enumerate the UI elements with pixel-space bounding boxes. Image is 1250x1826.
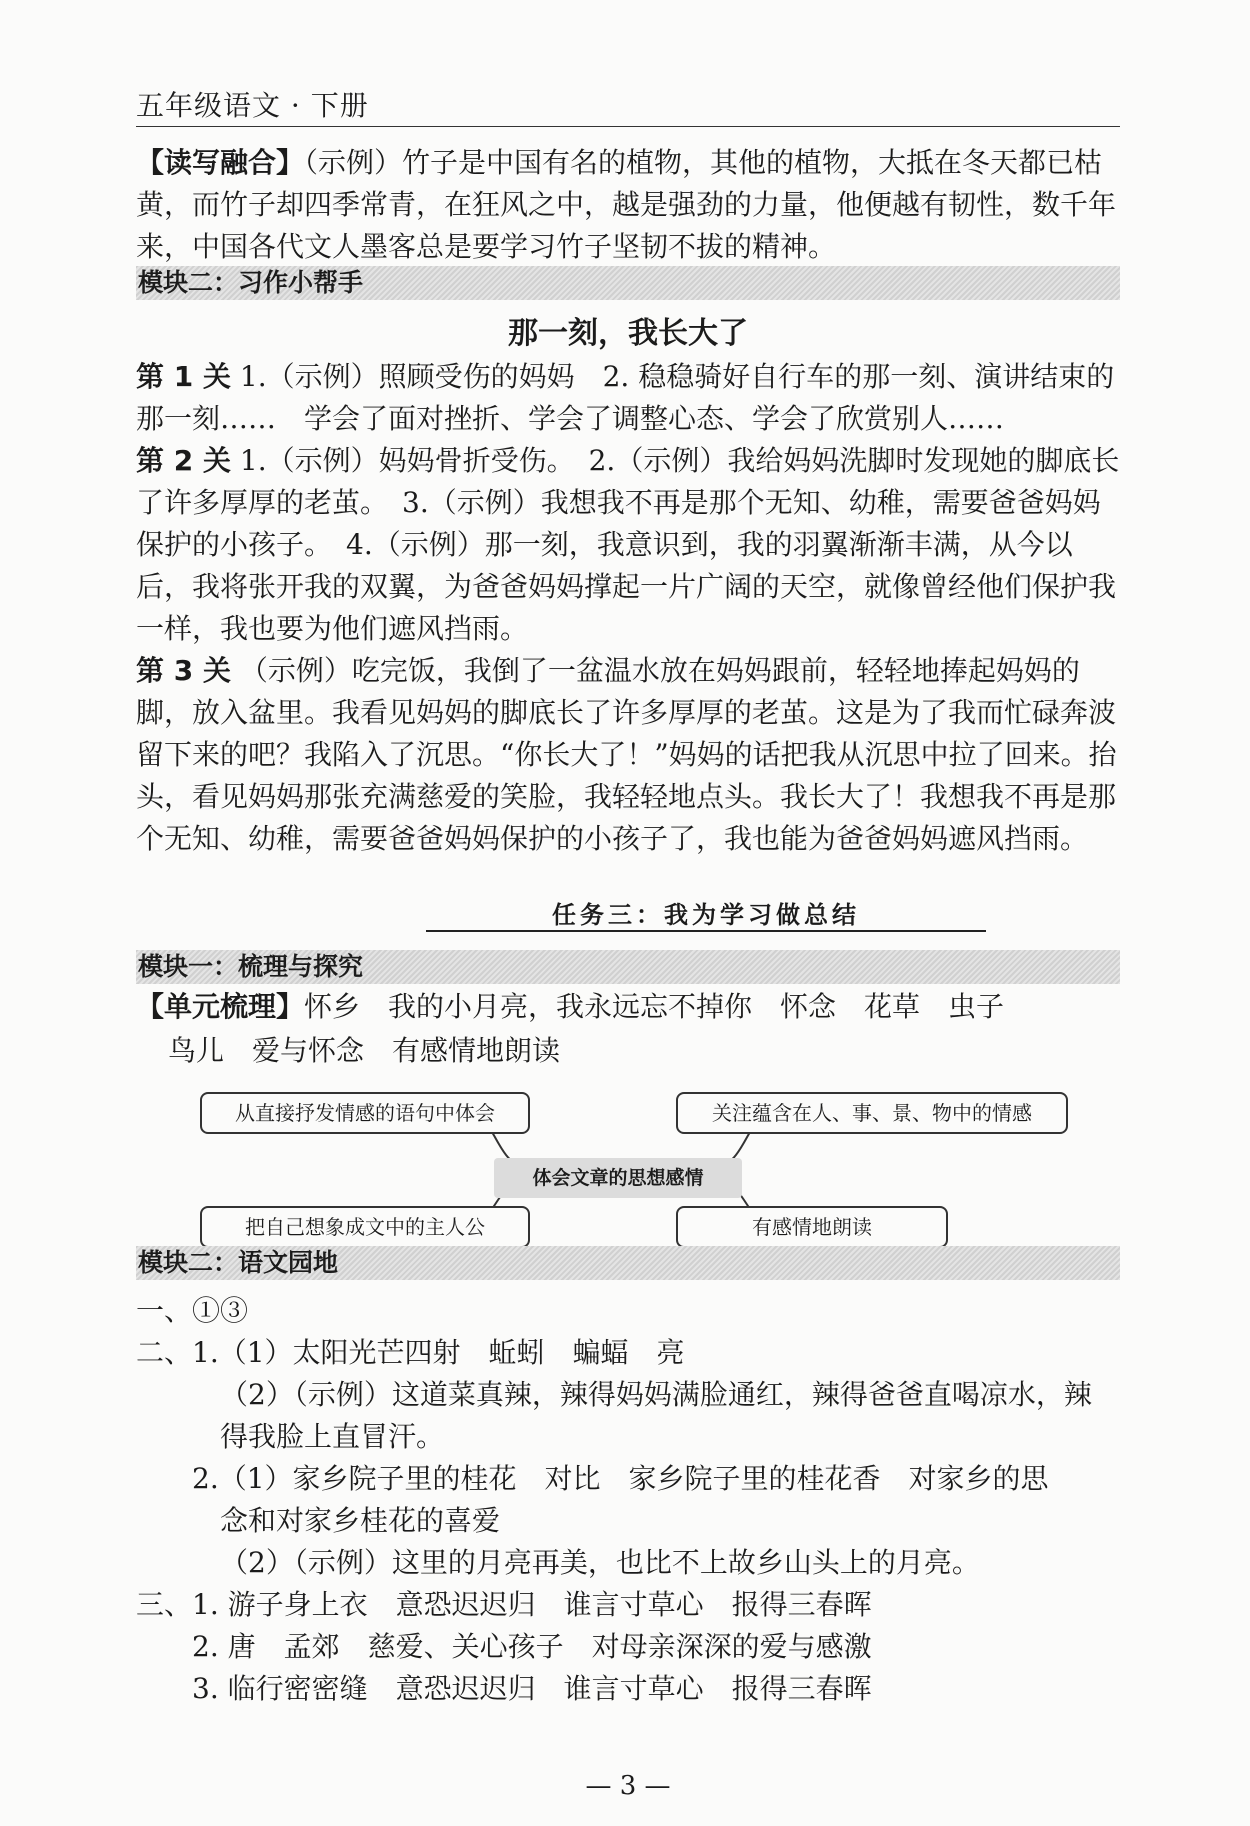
level-2-paragraph [136,440,1120,650]
level-1-label: 第 1 关 [136,360,231,393]
mindmap-node-imagine-protagonist: 把自己想象成文中的主人公 [200,1206,530,1248]
garden-q3-1: 三、1. 游子身上衣 意恐迟迟归 谁言寸草心 报得三春晖 [136,1588,872,1621]
level-1-paragraph [136,356,1120,440]
garden-q3-2: 2. 唐 孟郊 慈爱、关心孩子 对母亲深深的爱与感激 [192,1630,872,1663]
level-1-text: 1.（示例）照顾受伤的妈妈 2. 稳稳骑好自行车的那一刻、演讲结束的那一刻…… 学会了面对挫折、学会了调整心态、学会了欣赏别人…… [136,360,1115,435]
unit-review-items: 怀乡 我的小月亮，我永远忘不掉你 怀念 花草 虫子 [304,990,1005,1023]
level-3-label: 第 3 关 [136,654,231,687]
garden-q3-3: 3. 临行密密缝 意恐迟迟归 谁言寸草心 报得三春晖 [192,1672,872,1705]
running-header: 五年级语文 · 下册 [136,89,369,122]
mindmap-node-direct-emotion: 从直接抒发情感的语句中体会 [200,1092,530,1134]
garden-q1: 一、①③ [136,1294,249,1327]
module-heading-writing-helper: 模块二：习作小帮手 [136,266,1120,300]
unit-review-label: 【单元梳理】 [136,990,305,1023]
unit-review-line-1 [136,986,1120,1028]
page [136,0,1120,1826]
mindmap-node-read-aloud: 有感情地朗读 [676,1206,948,1248]
read-write-text: （示例）竹子是中国有名的植物，其他的植物，大抵在冬天都已枯黄，而竹子却四季常青，在狂风之中，越是强劲的力量，他便越有韧性，数千年来，中国各代文人墨客总是要学习竹子坚韧不拔的精神。 [136,146,1117,263]
read-write-paragraph [136,142,1120,268]
mindmap-node-implicit-emotion: 关注蕴含在人、事、景、物中的情感 [676,1092,1068,1134]
module-heading-review: 模块一：梳理与探究 [136,950,1120,984]
level-2-label: 第 2 关 [136,444,231,477]
header-rule [136,126,1120,127]
unit-review-line-2: 鸟儿 爱与怀念 有感情地朗读 [168,1034,561,1067]
level-3-paragraph [136,650,1120,860]
level-2-text: 1.（示例）妈妈骨折受伤。 2.（示例）我给妈妈洗脚时发现她的脚底长了许多厚厚的老茧。 3.（示例）我想我不再是那个无知、幼稚，需要爸爸妈妈保护的小孩子。 4.（示例）那一刻，我意识到，我的羽翼渐渐丰满，从今以后，我将张开我的双翼，为爸爸妈妈撑起一片广阔的天空，就像曾经他们保护我一样，我也要为他们遮风挡雨。 [136,444,1120,645]
garden-q2-2b: 念和对家乡桂花的喜爱 [220,1504,501,1537]
garden-q2-2c: （2）（示例）这里的月亮再美，也比不上故乡山头上的月亮。 [220,1546,980,1579]
task-3-title: 任务三：我为学习做总结 [426,900,986,932]
garden-q2-2a: 2.（1）家乡院子里的桂花 对比 家乡院子里的桂花香 对家乡的思 [192,1462,1049,1495]
garden-q2-1b: （2）（示例）这道菜真辣，辣得妈妈满脸通红，辣得爸爸直喝凉水，辣 [220,1378,1092,1411]
module-heading-garden: 模块二：语文园地 [136,1246,1120,1280]
garden-q2-1a: 二、1.（1）太阳光芒四射 蚯蚓 蝙蝠 亮 [136,1336,685,1369]
level-3-text: （示例）吃完饭，我倒了一盆温水放在妈妈跟前，轻轻地捧起妈妈的脚，放入盆里。我看见妈妈的脚底长了许多厚厚的老茧。这是为了我而忙碌奔波留下来的吧？我陷入了沉思。“你长大了！”妈妈的话把我从沉思中拉了回来。抬头，看见妈妈那张充满慈爱的笑脸，我轻轻地点头。我长大了！我想我不再是那个无知、幼稚，需要爸爸妈妈保护的小孩子了，我也能为爸爸妈妈遮风挡雨。 [136,654,1117,855]
read-write-label: 【读写融合】 [136,146,305,179]
page-number: — 3 — [585,1771,671,1801]
garden-q2-1c: 得我脸上直冒汗。 [220,1420,445,1453]
essay-title: 那一刻，我长大了 [508,316,748,351]
mindmap-center-node: 体会文章的思想感情 [494,1158,742,1198]
